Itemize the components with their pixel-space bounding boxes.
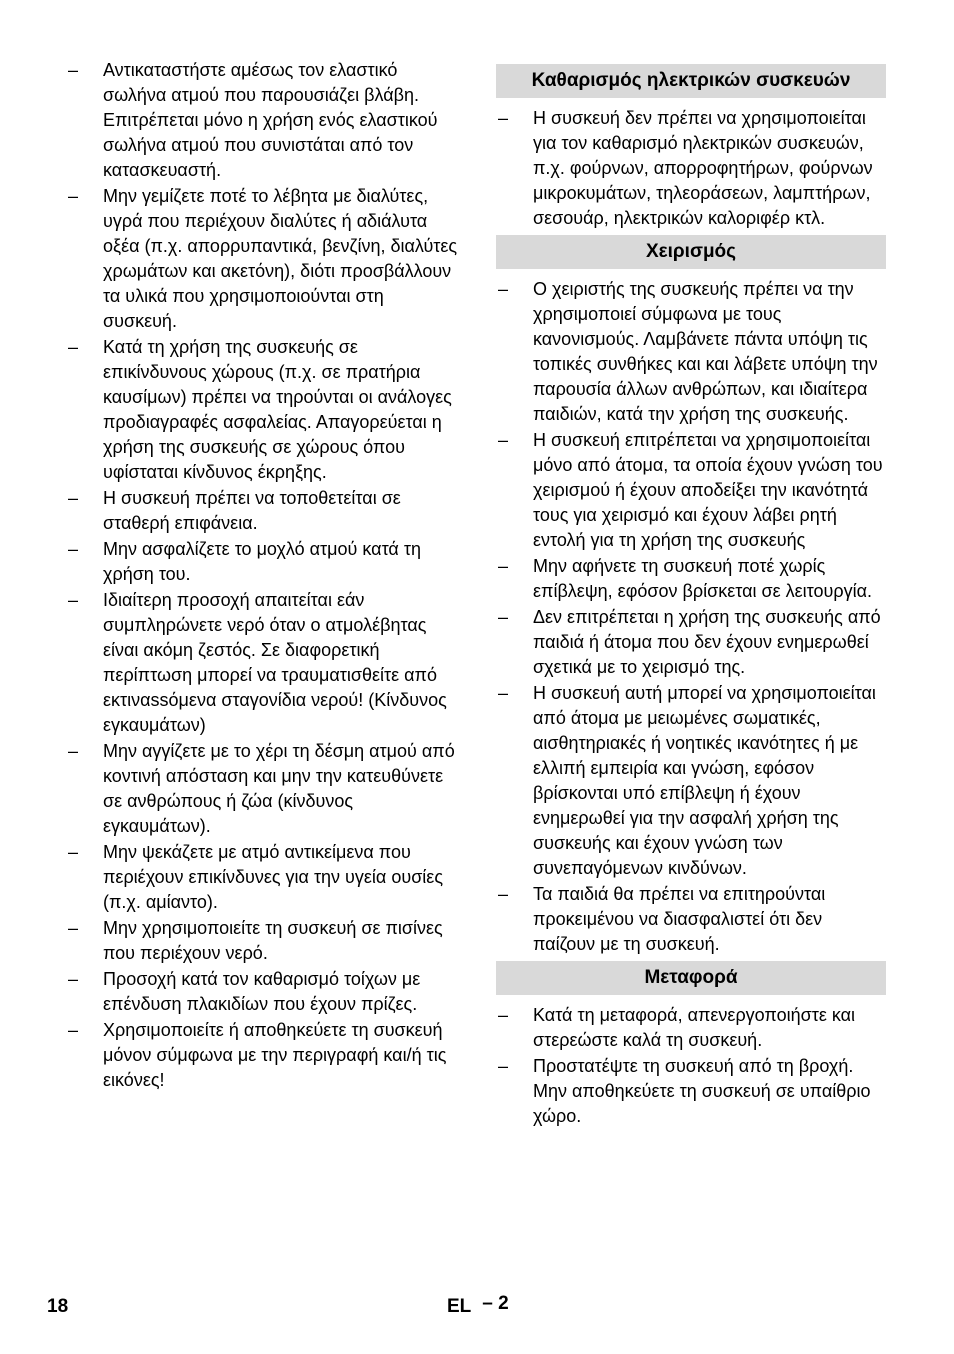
list-item: – Ιδιαίτερη προσοχή απαιτείται εάν συμπληρώνετε νερό όταν ο ατμολέβητας είναι ακόμη ζεστός. Σε διαφορετική περίπτωση μπορεί να τραυματισθείτε από εκτιναssόμενα σταγονίδια νερού! (Κίνδυνος εγκαυμάτων) [66, 588, 458, 738]
list-item: – Η συσκευή επιτρέπεται να χρησιμοποιείται μόνο από άτομα, τα οποία έχουν γνώση του χειρισμού ή έχουν αποδείξει την ικανότητά τους για χειρισμό και έχουν λάβει ρητή εντολή για τη χρήση της συσκευής [496, 428, 886, 553]
list-item: – Δεν επιτρέπεται η χρήση της συσκευής από παιδιά ή άτομα που δεν έχουν ενημερωθεί σχετικά με το χειρισμό της. [496, 605, 886, 680]
section-heading: Μεταφορά [496, 961, 886, 995]
list-item: – Η συσκευή πρέπει να τοποθετείται σε σταθερή επιφάνεια. [66, 486, 458, 536]
list-item: – Μην ασφαλίζετε το μοχλό ατμού κατά τη χρήση του. [66, 537, 458, 587]
list-item: – Μην αγγίζετε με το χέρι τη δέσμη ατμού από κοντινή απόσταση και μην την κατευθύνετε σε ανθρώπους ή ζώα (κίνδυνος εγκαυμάτων). [66, 739, 458, 839]
section-heading: Χειρισμός [496, 235, 886, 269]
list-item: – Προστατέψτε τη συσκευή από τη βροχή. Μην αποθηκεύετε τη συσκευή σε υπαίθριο χώρο. [496, 1054, 886, 1129]
section-list [496, 106, 886, 231]
list-item: – Προσοχή κατά τον καθαρισμό τοίχων με επένδυση πλακιδίων που έχουν πρίζες. [66, 967, 458, 1017]
page-number: 18 [47, 1296, 69, 1317]
list-item: – Η συσκευή δεν πρέπει να χρησιμοποιείται για τον καθαρισμό ηλεκτρικών συσκευών, π.χ. φούρνων, απορροφητήρων, φούρνων μικροκυμάτων, τηλεοράσεων, λαμπτήρων, σεσουάρ, ηλεκτρικών καλοριφέρ κτλ. [496, 106, 886, 231]
safety-list [66, 58, 458, 1093]
section-list [496, 277, 886, 957]
language-marker [447, 1293, 509, 1318]
section-list [496, 1003, 886, 1129]
right-column [496, 58, 886, 1130]
list-item: – Η συσκευή αυτή μπορεί να χρησιμοποιείται από άτομα με μειωμένες σωματικές, αισθητηριακές ή νοητικές ικανότητες ή με ελλιπή εμπειρία και γνώση, εφόσον βρίσκονται υπό επίβλεψη ή έχουν ενημερωθεί για την ασφαλή χρήση της συσκευής και έχουν γνώση των συνεπαγόμενων κινδύνων. [496, 681, 886, 881]
list-item: – Χρησιμοποιείτε ή αποθηκεύετε τη συσκευή μόνον σύμφωνα με την περιγραφή και/ή τις εικόνες! [66, 1018, 458, 1093]
language-code: EL [447, 1296, 471, 1317]
list-item: – Ο χειριστής της συσκευής πρέπει να την χρησιμοποιεί σύμφωνα με τους κανονισμούς. Λαμβάνετε πάντα υπόψη τις τοπικές συνθήκες και και λάβετε υπόψη την παρουσία άλλων ανθρώπων, και ιδιαίτερα παιδιών, κατά την χρήση της συσκευής. [496, 277, 886, 427]
left-column [66, 58, 458, 1094]
list-item: – Μην αφήνετε τη συσκευή ποτέ χωρίς επίβλεψη, εφόσον βρίσκεται σε λειτουργία. [496, 554, 886, 604]
sub-page-number: – 2 [482, 1293, 509, 1314]
list-item: – Κατά τη μεταφορά, απενεργοποιήστε και στερεώστε καλά τη συσκευή. [496, 1003, 886, 1053]
list-item: – Μην χρησιμοποιείτε τη συσκευή σε πισίνες που περιέχουν νερό. [66, 916, 458, 966]
section-heading: Καθαρισμός ηλεκτρικών συσκευών [496, 64, 886, 98]
list-item: – Κατά τη χρήση της συσκευής σε επικίνδυνους χώρους (π.χ. σε πρατήρια καυσίμων) πρέπει να τηρούνται οι ανάλογες προδιαγραφές ασφαλείας. Απαγορεύεται η χρήση της συσκευής σε χώρους όπου υφίσταται κίνδυνος έκρηξης. [66, 335, 458, 485]
list-item: – Αντικαταστήστε αμέσως τον ελαστικό σωλήνα ατμού που παρουσιάζει βλάβη. Επιτρέπεται μόνο η χρήση ενός ελαστικού σωλήνα ατμού που συνιστάται από τον κατασκευαστή. [66, 58, 458, 183]
list-item: – Τα παιδιά θα πρέπει να επιτηρούνται προκειμένου να διασφαλιστεί ότι δεν παίζουν με τη συσκευή. [496, 882, 886, 957]
list-item: – Μην ψεκάζετε με ατμό αντικείμενα που περιέχουν επικίνδυνες για την υγεία ουσίες (π.χ. αμίαντο). [66, 840, 458, 915]
list-item: – Μην γεμίζετε ποτέ το λέβητα με διαλύτες, υγρά που περιέχουν διαλύτες ή αδιάλυτα οξέα (π.χ. απορρυπαντικά, βενζίνη, διαλύτες χρωμάτων και ακετόνη), διότι προσβάλλουν τα υλικά που χρησιμοποιούνται στη συσκευή. [66, 184, 458, 334]
